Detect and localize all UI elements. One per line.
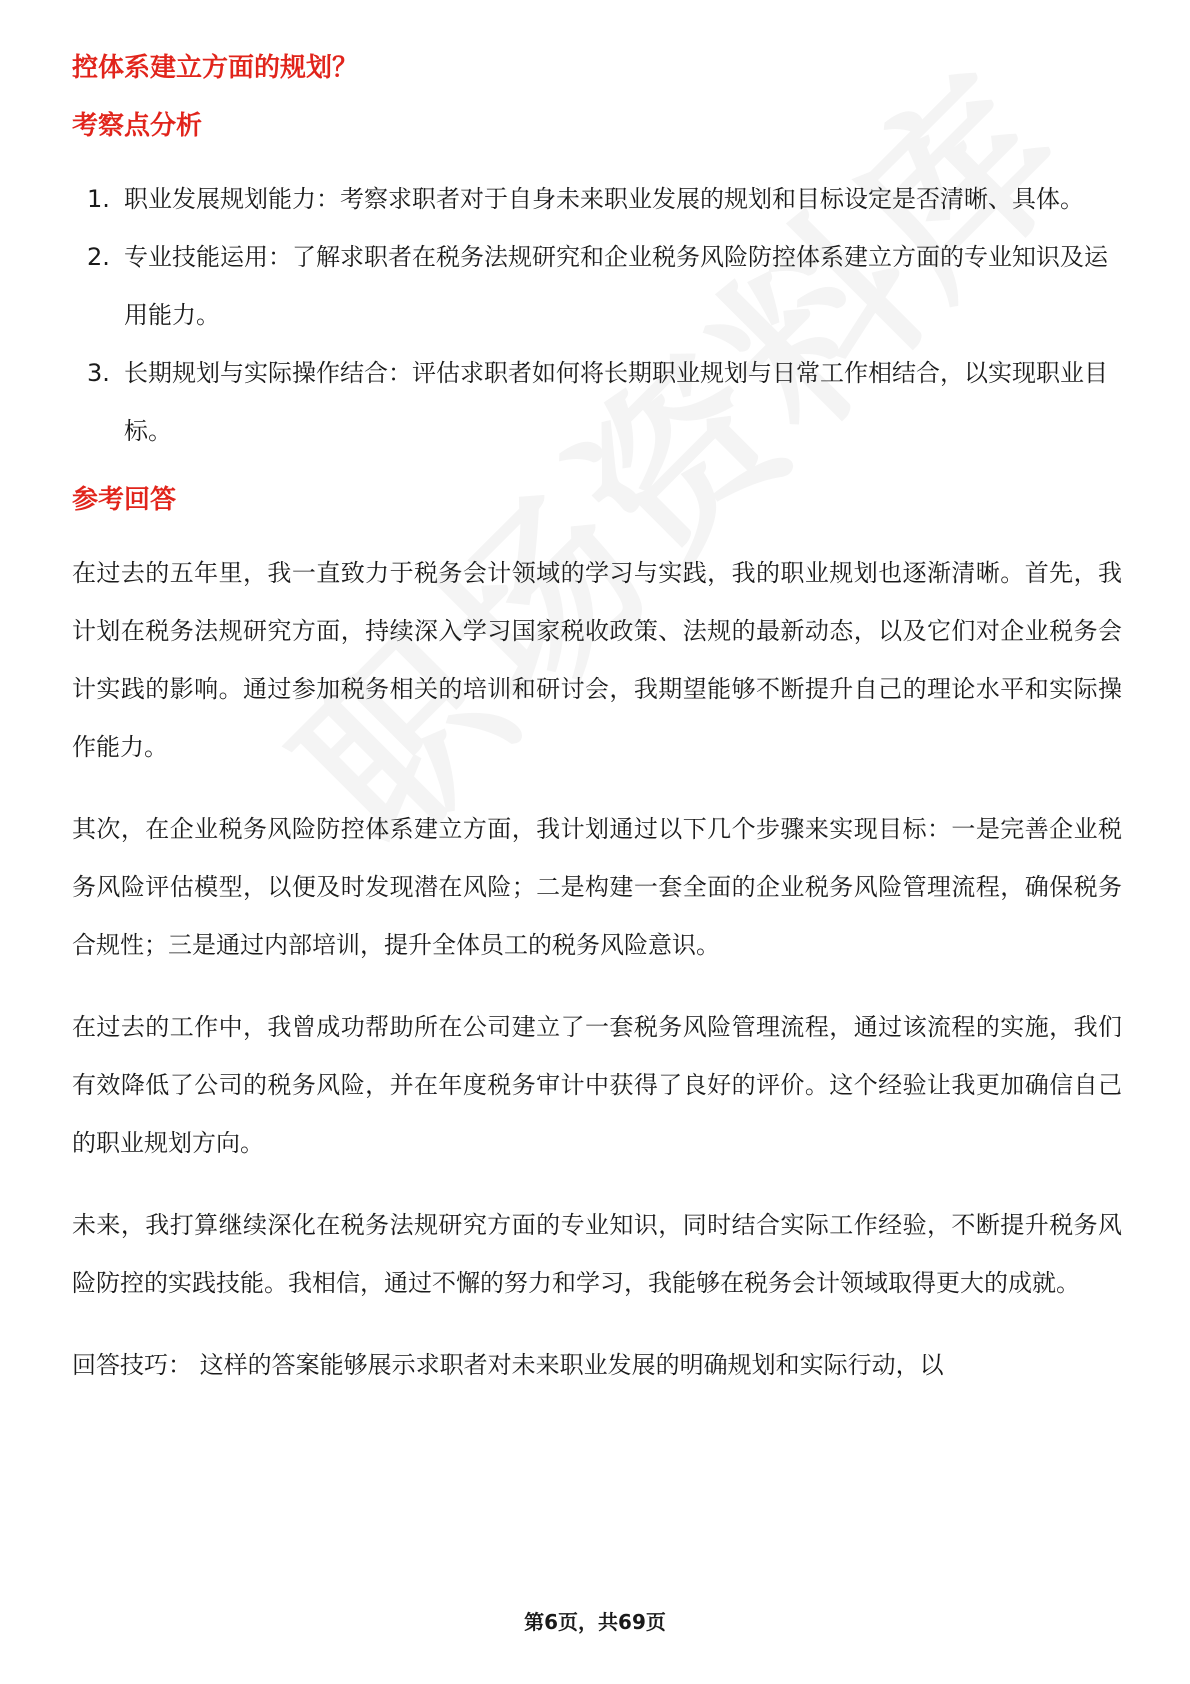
answer-paragraph: 在过去的工作中，我曾成功帮助所在公司建立了一套税务风险管理流程，通过该流程的实施，我们有效降低了公司的税务风险，并在年度税务审计中获得了良好的评价。这个经验让我更加确信自己的职业规划方向。 <box>72 1013 1122 1157</box>
answer-paragraph: 未来，我打算继续深化在税务法规研究方面的专业知识，同时结合实际工作经验，不断提升税务风险防控的实践技能。我相信，通过不懈的努力和学习，我能够在税务会计领域取得更大的成就。 <box>72 1211 1122 1297</box>
page-content <box>72 50 1122 1418</box>
analysis-heading: 考察点分析 <box>72 111 203 141</box>
question-title: 控体系建立方面的规划？ <box>72 53 359 83</box>
point-number: 1. <box>87 185 110 213</box>
analysis-point <box>72 344 1122 460</box>
answer-paragraph: 其次，在企业税务风险防控体系建立方面，我计划通过以下几个步骤来实现目标：一是完善企业税务风险评估模型，以便及时发现潜在风险；二是构建一套全面的企业税务风险管理流程，确保税务合规性；三是通过内部培训，提升全体员工的税务风险意识。 <box>72 815 1122 959</box>
page-number-footer: 第6页，共69页 <box>524 1610 666 1634</box>
point-text: 职业发展规划能力：考察求职者对于自身未来职业发展的规划和目标设定是否清晰、具体。 <box>124 185 1084 213</box>
answer-paragraph: 在过去的五年里，我一直致力于税务会计领域的学习与实践，我的职业规划也逐渐清晰。首先，我计划在税务法规研究方面，持续深入学习国家税收政策、法规的最新动态，以及它们对企业税务会计实践的影响。通过参加税务相关的培训和研讨会，我期望能够不断提升自己的理论水平和实际操作能力。 <box>72 559 1122 761</box>
point-text: 专业技能运用：了解求职者在税务法规研究和企业税务风险防控体系建立方面的专业知识及运用能力。 <box>124 243 1108 329</box>
analysis-point <box>72 170 1122 228</box>
analysis-points-list <box>72 170 1122 460</box>
point-number: 3. <box>87 359 110 387</box>
point-number: 2. <box>87 243 110 271</box>
analysis-point <box>72 228 1122 344</box>
answer-tip: 回答技巧： 这样的答案能够展示求职者对未来职业发展的明确规划和实际行动，以 <box>72 1351 944 1379</box>
point-text: 长期规划与实际操作结合：评估求职者如何将长期职业规划与日常工作相结合，以实现职业目标。 <box>124 359 1108 445</box>
answer-heading: 参考回答 <box>72 485 177 515</box>
